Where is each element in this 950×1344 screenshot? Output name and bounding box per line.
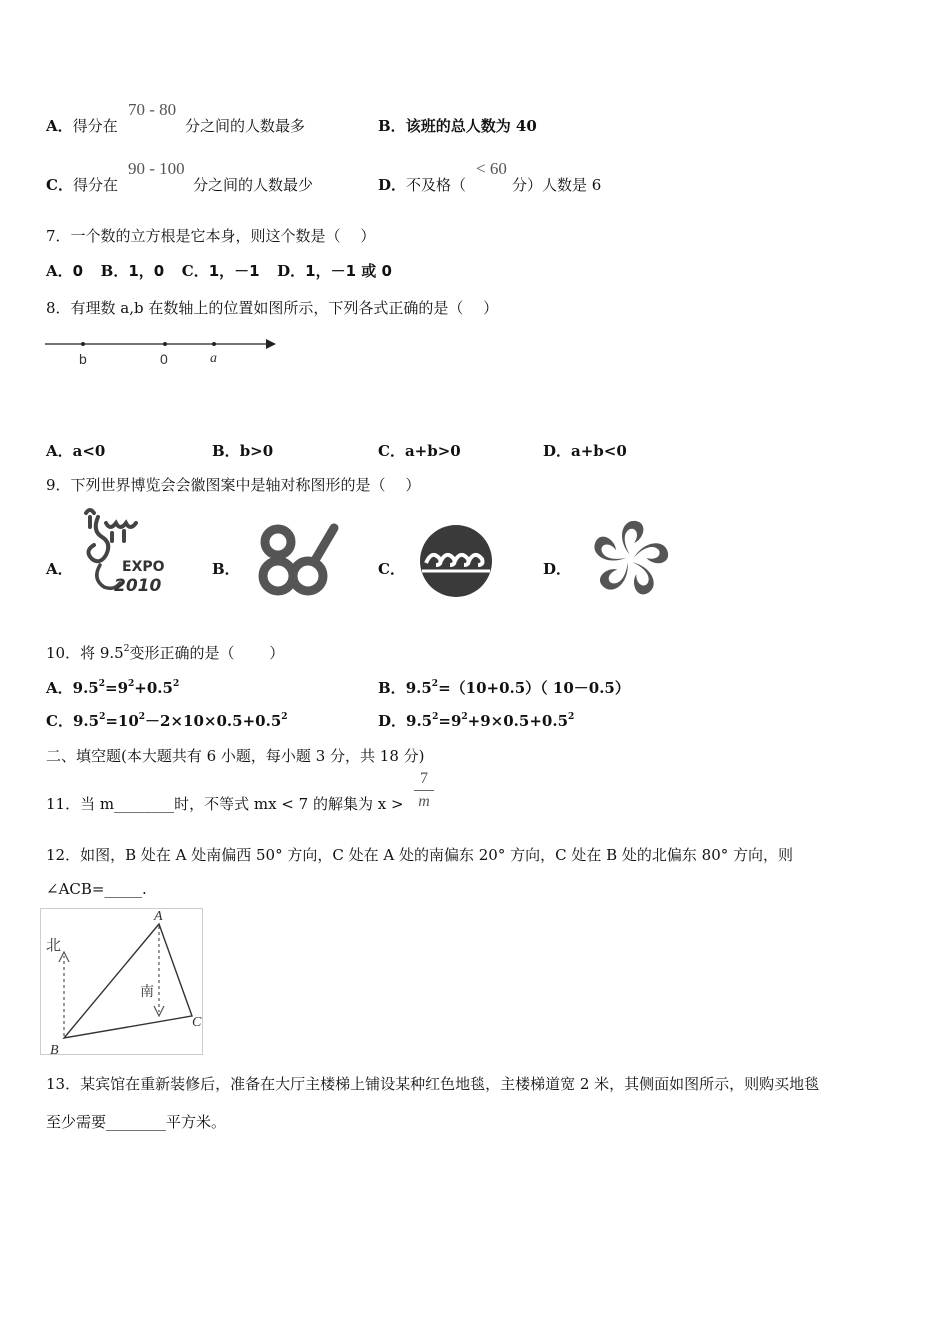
q6-option-c [46, 174, 118, 195]
q8-option-c [378, 440, 461, 461]
option-text: 得分在 [72, 176, 118, 194]
q10-stem [46, 642, 284, 663]
option-text: 9.5 [406, 712, 433, 730]
superscript: 2 [568, 712, 575, 722]
option-text: 9.5 [72, 712, 100, 730]
option-letter: D． [543, 442, 572, 460]
section-title: 二、填空题(本大题共有 6 小题，每小题 3 分，共 18 分) [46, 747, 425, 765]
expo-logo-a-icon [76, 505, 176, 597]
q11-fraction [414, 770, 434, 811]
label-b: B [50, 1043, 59, 1058]
q12-line2: ∠ACB=_____. [46, 880, 147, 898]
option-text: a+b<0 [571, 442, 627, 460]
axis-arrow-icon [266, 339, 276, 349]
number-line [40, 330, 290, 375]
q11-text: 11．当 m________时，不等式 mx < 7 的解集为 x > [46, 795, 404, 813]
fraction-numerator: 7 [420, 770, 428, 787]
option-letter: B． [100, 262, 129, 280]
option-letter: A． [46, 679, 73, 697]
rings-logo-b-icon [256, 520, 342, 602]
option-text: =9 [105, 679, 129, 697]
superscript: 2 [281, 712, 288, 722]
q6-option-d [378, 174, 466, 195]
wave-logo-c-icon [418, 523, 494, 599]
q6-option-b [378, 115, 537, 136]
superscript: 2 [461, 712, 468, 722]
q9-letter-c: C． [378, 560, 405, 578]
fraction-denominator: m [418, 793, 430, 810]
expo-text: EXPO [122, 559, 165, 575]
triangle-abc [64, 924, 192, 1038]
fraction-bar [414, 790, 434, 791]
q12-line1: 12．如图，B 处在 A 处南偏西 50° 方向，C 处在 A 处的南偏东 20° 方向，C 处在 B 处的北偏东 80° 方向，则 [46, 846, 794, 864]
q10-option-c [46, 710, 288, 731]
q7-stem: 7．一个数的立方根是它本身，则这个数是（ ） [46, 227, 376, 245]
superscript: 2 [128, 679, 135, 689]
option-text: 1，－1 或 0 [305, 262, 392, 280]
option-letter: C． [46, 712, 73, 730]
option-text: a<0 [72, 442, 106, 460]
label-b: b [79, 351, 87, 367]
q8-stem: 8．有理数 a,b 在数轴上的位置如图所示，下列各式正确的是（ ） [46, 299, 499, 317]
q12-figure [40, 908, 205, 1058]
figure-border [41, 909, 203, 1055]
q10-option-d [378, 710, 574, 731]
option-text: 1，－1 [208, 262, 260, 280]
option-letter: D． [378, 712, 407, 730]
option-letter: B． [212, 442, 240, 460]
point-a [212, 342, 216, 346]
option-letter: C． [46, 176, 73, 194]
label-south: 南 [140, 984, 154, 1000]
option-letter: C． [378, 442, 405, 460]
stem-text: 10．将 9.5 [46, 644, 124, 662]
q13-line1: 13．某宾馆在重新装修后，准备在大厅主楼梯上铺设某种红色地毯，主楼梯道宽 2 米，其侧面如图所示，则购买地毯 [46, 1075, 820, 1093]
label-zero: 0 [160, 351, 168, 367]
point-zero [163, 342, 167, 346]
q13-line2: 至少需要________平方米。 [46, 1113, 227, 1131]
q9-letter-b: B． [212, 560, 240, 578]
option-letter: A． [46, 117, 73, 135]
flower-logo-d-icon [588, 515, 672, 603]
q8-option-a [46, 440, 105, 461]
label-a: A [154, 909, 163, 924]
superscript: 2 [99, 712, 106, 722]
option-text: －2×10×0.5+0.5 [145, 712, 282, 730]
option-letter: D． [378, 176, 407, 194]
point-b [81, 342, 85, 346]
superscript: 2 [138, 712, 146, 722]
superscript: 2 [432, 712, 439, 722]
year-text: 2010 [114, 576, 162, 596]
q9-letter-a: A． [46, 560, 73, 578]
q8-option-b [212, 440, 273, 461]
label-c: C [192, 1015, 202, 1030]
option-text: =10 [105, 712, 139, 730]
q6-d-range: < 60 [476, 159, 507, 178]
q9-stem: 9．下列世界博览会会徽图案中是轴对称图形的是（ ） [46, 476, 421, 494]
option-letter: C． [181, 262, 209, 280]
option-text: 该班的总人数为 40 [405, 117, 537, 135]
option-letter: B． [378, 117, 406, 135]
option-letter: B． [378, 679, 406, 697]
option-text: =9 [438, 712, 462, 730]
q10-option-a [46, 677, 179, 698]
option-text: b>0 [239, 442, 274, 460]
q6-a-range: 70 - 80 [128, 100, 177, 119]
q6-a-post: 分之间的人数最多 [185, 117, 306, 135]
superscript: 2 [172, 679, 180, 689]
option-text: +0.5 [134, 679, 173, 697]
q7-options [46, 260, 392, 281]
option-letter: D． [277, 262, 306, 280]
option-text: 1，0 [128, 262, 165, 280]
option-letter: A． [46, 262, 73, 280]
label-north: 北 [46, 936, 62, 954]
option-text: =（10+0.5）（ 10－0.5） [438, 679, 630, 697]
q10-option-b [378, 677, 630, 698]
option-letter: A． [46, 442, 73, 460]
q8-option-d [543, 440, 627, 461]
option-text: a+b>0 [404, 442, 461, 460]
q6-d-post: 分）人数是 6 [512, 176, 602, 194]
q6-c-post: 分之间的人数最少 [193, 176, 314, 194]
option-text: 9.5 [405, 679, 432, 697]
superscript: 2 [98, 679, 106, 689]
stem-text: 变形正确的是（ ） [129, 644, 285, 662]
q6-c-range: 90 - 100 [128, 159, 185, 178]
option-text: +9×0.5+0.5 [467, 712, 569, 730]
option-text: 不及格（ [406, 176, 467, 194]
q9-letter-d: D． [543, 560, 572, 578]
q6-option-a [46, 115, 118, 136]
option-text: 9.5 [72, 679, 99, 697]
superscript: 2 [123, 644, 130, 654]
superscript: 2 [431, 679, 439, 689]
label-a: a [210, 351, 217, 366]
option-text: 得分在 [72, 117, 118, 135]
option-text: 0 [72, 262, 84, 280]
